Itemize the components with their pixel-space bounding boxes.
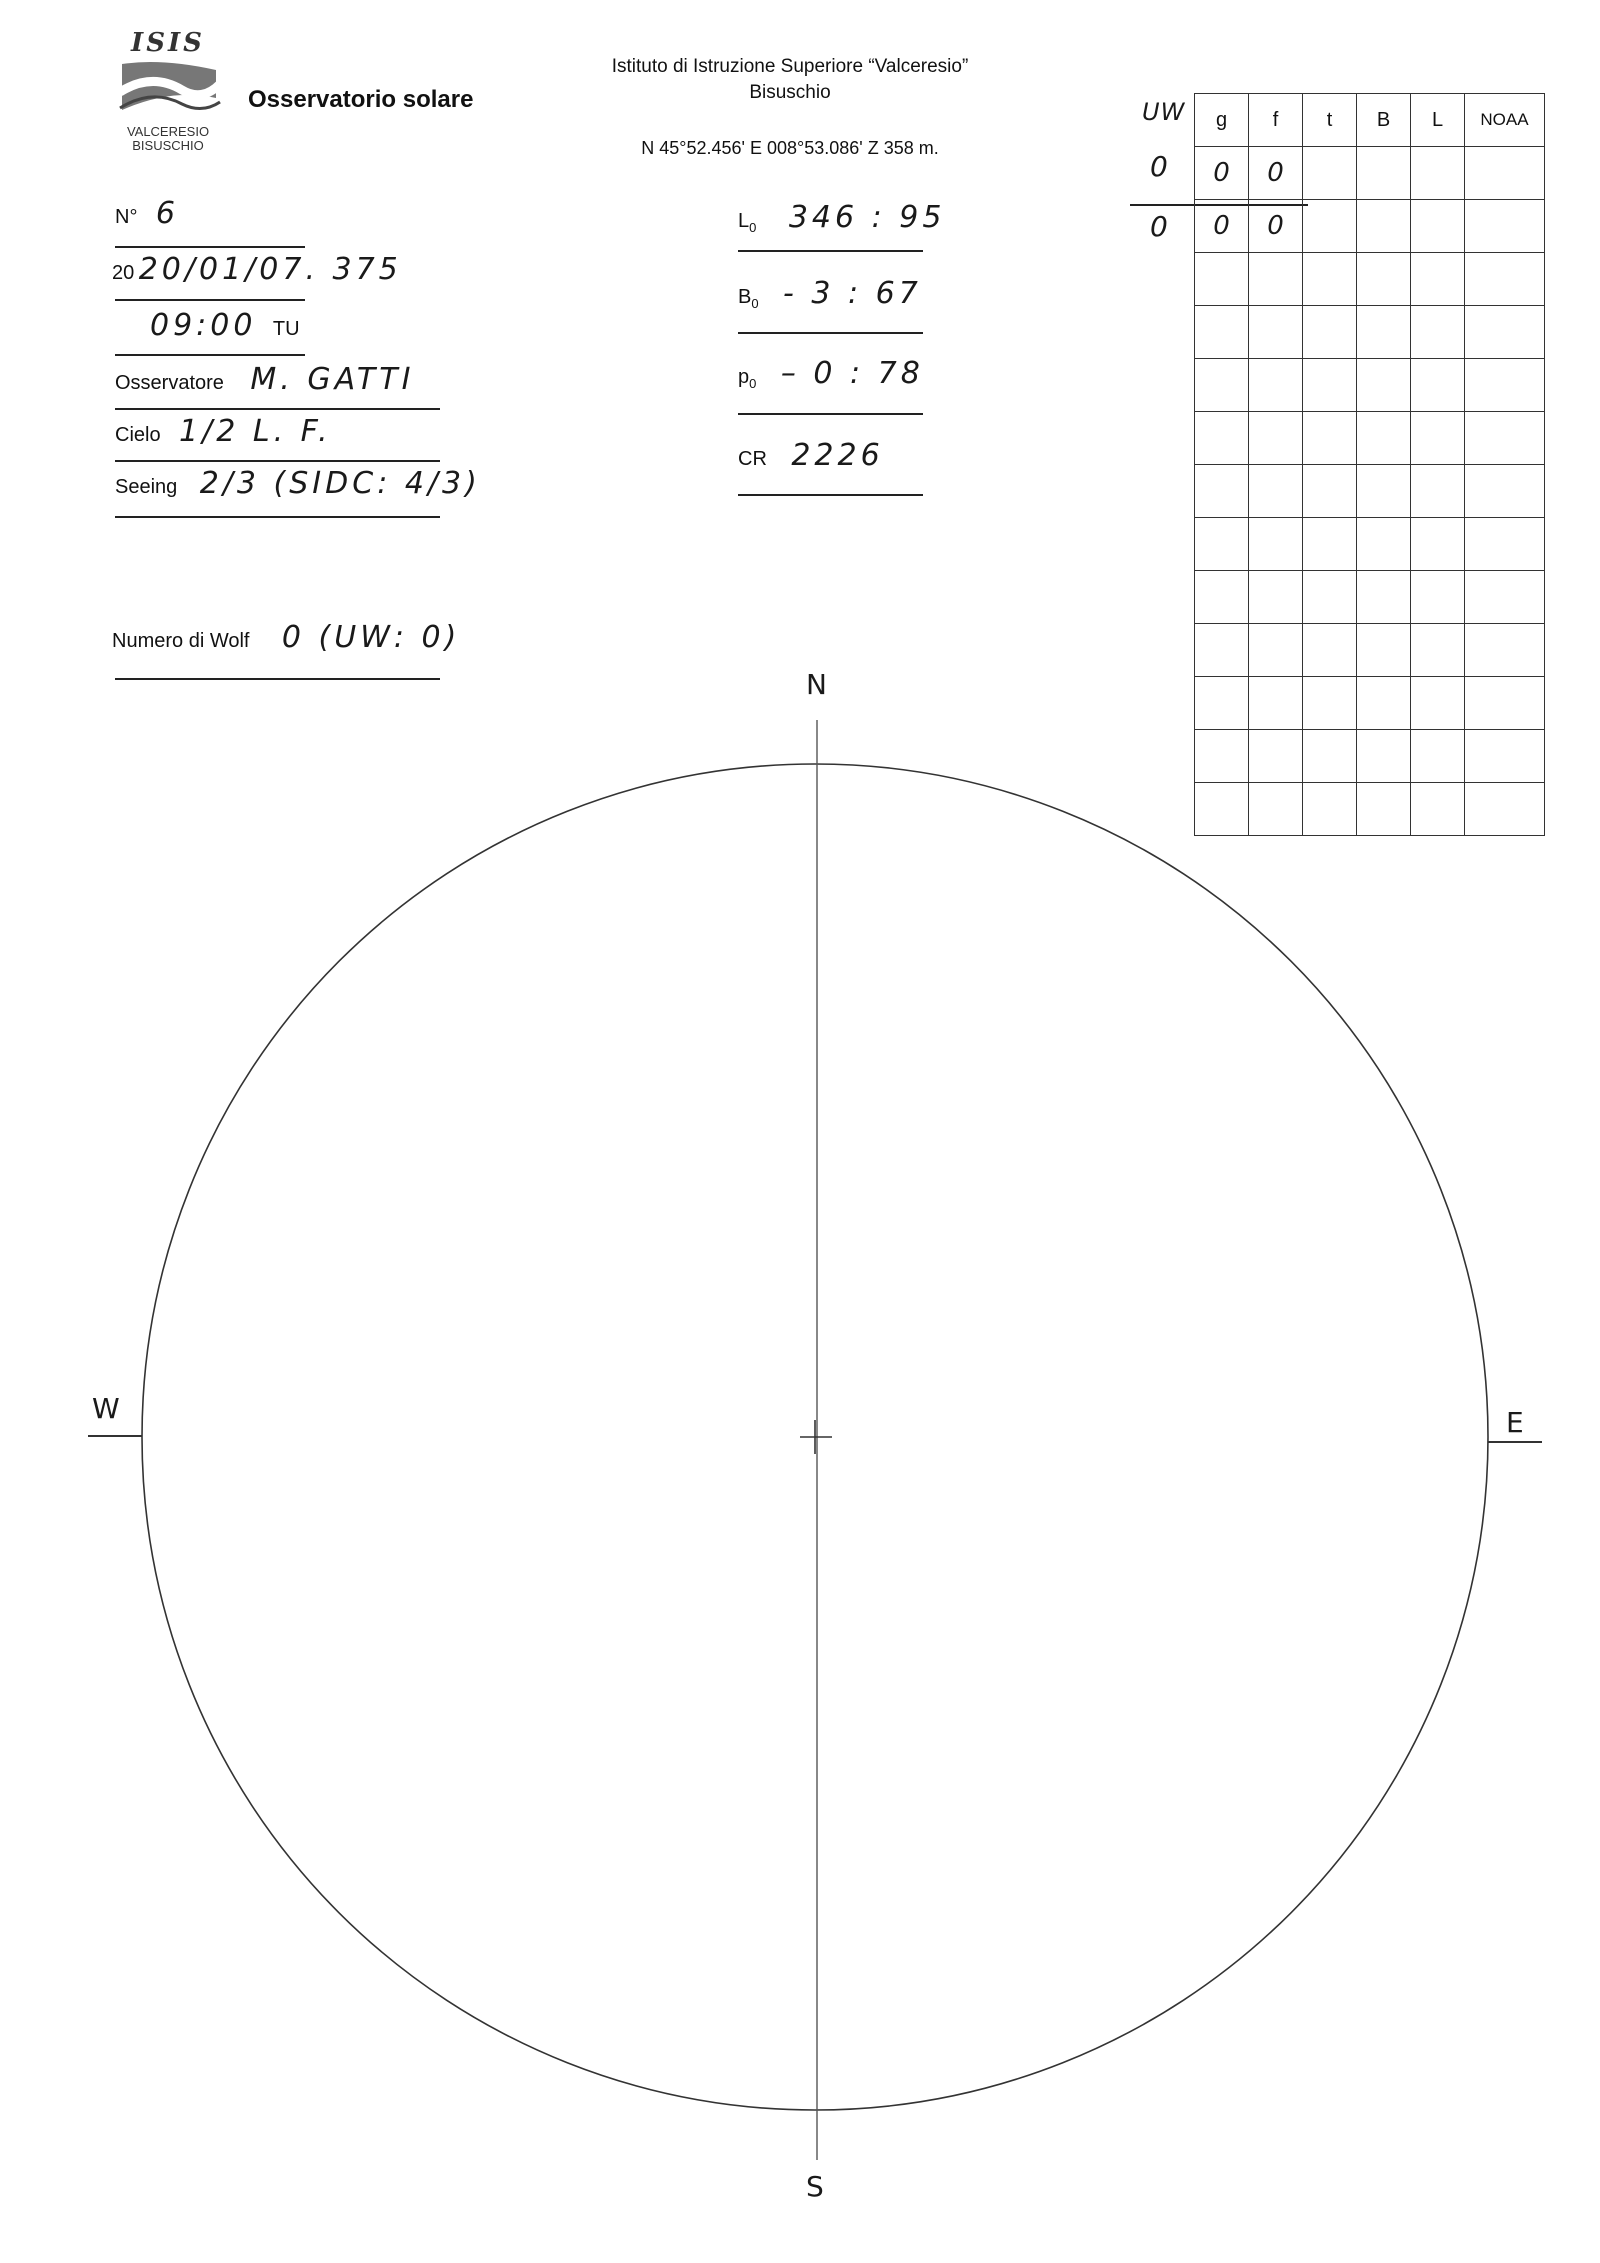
wolf-label: Numero di Wolf bbox=[112, 630, 250, 652]
p0-value: – 0 : 78 bbox=[780, 356, 924, 391]
b0-letter: B bbox=[738, 286, 752, 308]
observer-label: Osservatore bbox=[115, 372, 224, 394]
header-noaa: NOAA bbox=[1465, 94, 1545, 147]
sky-label: Cielo bbox=[115, 424, 161, 446]
institute-town: Bisuschio bbox=[749, 82, 831, 103]
logo-line2: BISUSCHIO bbox=[132, 138, 204, 153]
logo-line1: VALCERESIO bbox=[126, 124, 210, 139]
institute-name: Istituto di Istruzione Superiore “Valceresio” bbox=[611, 56, 969, 77]
l0-subscript: 0 bbox=[749, 220, 757, 235]
site-coordinates: N 45°52.456' E 008°53.086' Z 358 m. bbox=[641, 138, 939, 158]
seeing-value: 2/3 (SIDC: 4/3) bbox=[199, 466, 481, 501]
header-b: B bbox=[1357, 94, 1411, 147]
east-label: E bbox=[1506, 1406, 1524, 1439]
l0-value: 346 : 95 bbox=[788, 200, 946, 235]
time-value: 09:00 bbox=[150, 308, 257, 343]
observatory-title: Osservatorio solare bbox=[248, 86, 474, 113]
header-t: t bbox=[1303, 94, 1357, 147]
sky-value: 1/2 L. F. bbox=[179, 414, 332, 449]
table-cell: 0 bbox=[1195, 200, 1249, 253]
date-prefix: 20 bbox=[112, 262, 135, 284]
table-cell: 0 bbox=[1249, 200, 1303, 253]
north-label: N bbox=[806, 668, 827, 701]
uw-header: UW bbox=[1142, 98, 1186, 126]
b0-value: - 3 : 67 bbox=[783, 276, 922, 311]
time-unit: TU bbox=[272, 318, 300, 340]
uw-value-row2: 0 bbox=[1150, 210, 1168, 243]
observer-value: M. GATTI bbox=[250, 362, 415, 397]
number-label: N° bbox=[115, 206, 138, 228]
west-label: W bbox=[92, 1392, 120, 1425]
table-cell: 0 bbox=[1195, 147, 1249, 200]
seeing-label: Seeing bbox=[115, 476, 178, 498]
uw-value-row1: 0 bbox=[1150, 150, 1168, 183]
header-f: f bbox=[1249, 94, 1303, 147]
header-l: L bbox=[1411, 94, 1465, 147]
l0-letter: L bbox=[738, 210, 750, 232]
p0-letter: p bbox=[738, 366, 750, 388]
header-g: g bbox=[1195, 94, 1249, 147]
cr-label: CR bbox=[738, 448, 767, 470]
wolf-value: 0 (UW: 0) bbox=[281, 620, 461, 655]
number-value: 6 bbox=[155, 196, 179, 231]
date-value: 20/01/07. 375 bbox=[138, 252, 402, 287]
table-cell: 0 bbox=[1249, 147, 1303, 200]
p0-subscript: 0 bbox=[749, 376, 757, 391]
cr-value: 2226 bbox=[791, 438, 884, 473]
b0-subscript: 0 bbox=[751, 296, 759, 311]
logo-acronym: ISIS bbox=[131, 28, 205, 58]
south-label: S bbox=[806, 2170, 824, 2203]
